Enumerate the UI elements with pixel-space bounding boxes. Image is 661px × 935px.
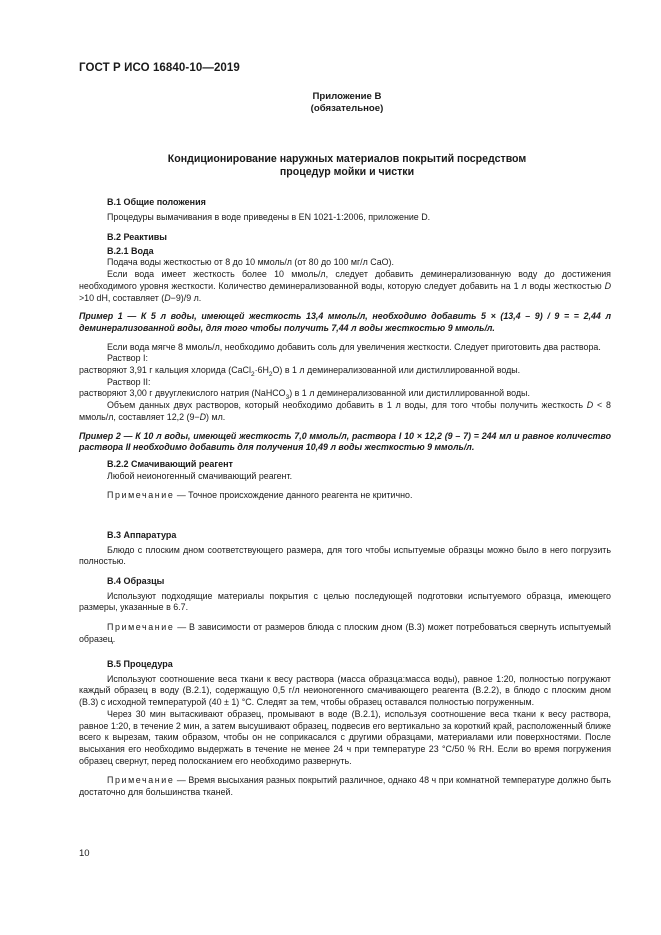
b5-paragraph-2: Через 30 мин вытаскивают образец, промывают в воде (В.2.1), используя соотношение веса ткани к весу раствора, равное 1:20, в течение 2 мин, а затем высушивают образец, подвесив его вертикально за короткий край, расположенный ближе всего к вырезам, таким образом, чтобы он не соприкасался с другими образцами, материалами или поверхностями. После высыхания его необходимо выдержать в течение не менее 24 ч при температуре 23 °С/50 % RH. Если во время погружения образец свернут, перед полосканием его необходимо развернуть. — [79, 708, 611, 766]
section-title-line-2: процедур мойки и чистки — [279, 166, 415, 178]
b2-1-paragraph-3: Если вода мягче 8 ммоль/л, необходимо добавить соль для увеличения жесткости. Следует приготовить два раствора. — [107, 341, 601, 352]
b4-text: Используют подходящие материалы покрытия с целью последующей подготовки испытуемого образца, имеющего размеры, указанные в 6.7. — [79, 590, 611, 613]
b5-paragraph-1: Используют соотношение веса ткани к весу раствора (масса образца:масса воды), равное 1:20, полностью погружают каждый образец в воду (В.2.1), содержащую 0,5 г/л неионогенного смачивающего реагента (В.2.2), в блюдо с плоским дном (В.3) с исходной температурой (40 ± 1) °С. Следят за тем, чтобы образец оставался полностью погруженным. — [79, 673, 611, 708]
heading-b1: В.1 Общие положения — [107, 197, 206, 207]
document-code: ГОСТ Р ИСО 16840-10—2019 — [79, 62, 240, 74]
b2-1-paragraph-4: Объем данных двух растворов, который необходимо добавить в 1 л воды, для того чтобы получить жесткость D < 8 ммоль/л, составляет 12,2 (9−D) мл. — [79, 400, 611, 422]
b2-2-text: Любой неионогенный смачивающий реагент. — [107, 470, 293, 481]
appendix-title: Приложение В — [312, 91, 382, 102]
solution-1-text: растворяют 3,91 г кальция хлорида $(CaCl_2\cdot 6H_2O)$ в 1 л деминерализованной или дистиллированной воды. — [79, 365, 521, 378]
solution-1-label: Раствор I: — [107, 353, 148, 364]
section-b1 — [79, 197, 611, 223]
heading-b2-2: В.2.2 Смачивающий реагент — [107, 458, 233, 469]
section-b5 — [79, 659, 611, 799]
heading-b3: В.3 Аппаратура — [107, 530, 177, 540]
solution-2-label: Раствор II: — [107, 376, 151, 387]
section-b4 — [79, 576, 611, 646]
section-b3 — [79, 530, 611, 568]
solution-2-text: растворяют 3,00 г двууглекислого натрия (NaHCO$_3$) в 1 л деминерализованной или дистиллированной воды. — [79, 388, 530, 402]
heading-b5: В.5 Процедура — [107, 659, 173, 669]
example-2: Пример 2 — К 10 л воды, имеющей жесткость 7,0 ммоль/л, раствора I 10 × 12,2 (9 – 7) = 244 мл и равное количество раствора II необходимо добавить для получения 10,49 л воды жесткостью 9 ммоль/л. — [79, 430, 611, 453]
b2-1-paragraph-1: Подача воды жесткостью от 8 до 10 ммоль/л (от 80 до 100 мг/л CaO). — [107, 257, 394, 268]
appendix-type: (обязательное) — [310, 103, 384, 114]
b1-text: Процедуры вымачивания в воде приведены в EN 1021-1:2006, приложение D. — [107, 211, 431, 222]
page-number: 10 — [79, 848, 90, 859]
b4-note: Примечание — В зависимости от размеров блюда с плоским дном (В.3) может потребоваться свернуть испытуемый образец. — [79, 622, 611, 644]
b5-note: Примечание — Время высыхания разных покрытий различное, однако 48 ч при комнатной температуре должно быть достаточно для большинства тканей. — [79, 775, 611, 798]
heading-b2: В.2 Реактивы — [107, 232, 167, 242]
b2-2-note: Примечание — Точное происхождение данного реагента не критично. — [107, 490, 413, 501]
example-1: Пример 1 — К 5 л воды, имеющей жесткость 13,4 ммоль/л, необходимо добавить 5 × (13,4 – 9) / 9 = = 2,44 л деминерализованной воды, для того чтобы получить 7,44 л воды жесткостью 9 ммоль/л. — [79, 311, 611, 333]
heading-b2-1: В.2.1 Вода — [107, 245, 154, 256]
b2-1-paragraph-2: Если вода имеет жесткость более 10 ммоль/л, следует добавить деминерализованную воду до достижения необходимого уровня жесткости. Количество деминерализованной воды, которую следует добавить на 1 л воды жесткостью D >10 dH, составляет (D−9)/9 л. — [79, 269, 611, 303]
section-b2 — [79, 232, 611, 502]
heading-b4: В.4 Образцы — [107, 576, 165, 586]
section-title-line-1: Кондиционирование наружных материалов покрытий посредством — [167, 153, 527, 165]
b3-text: Блюдо с плоским дном соответствующего размера, для того чтобы испытуемые образцы можно было в него погрузить полностью. — [79, 544, 611, 567]
